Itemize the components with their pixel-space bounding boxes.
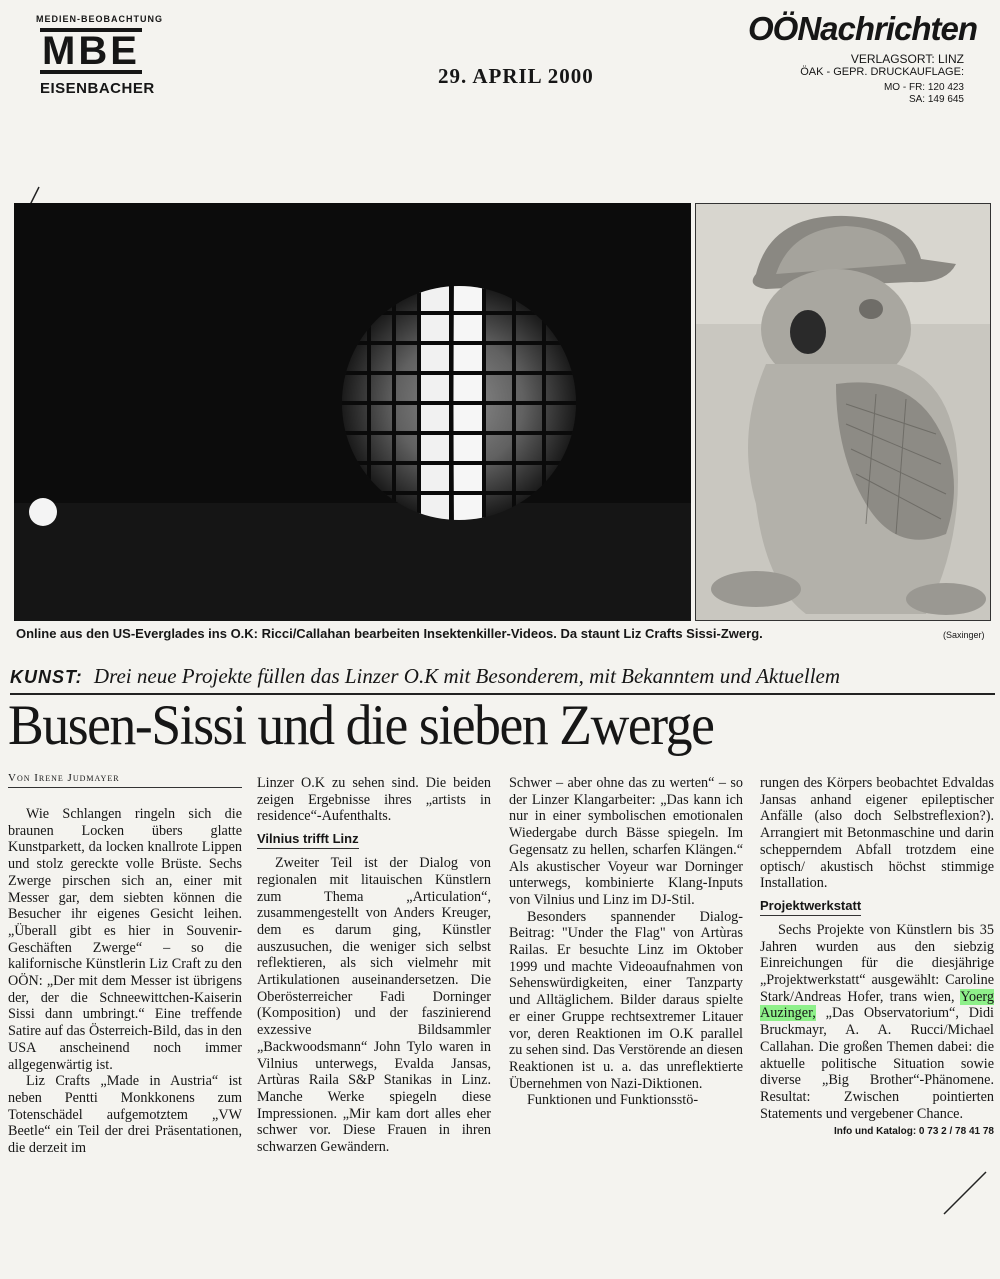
mbe-city: EISENBACHER: [40, 80, 155, 97]
photo-credit: (Saxinger): [943, 630, 985, 640]
photo-video-installation: [14, 203, 691, 621]
paragraph-text: Sechs Projekte von Künstlern bis 35 Jahren wurden aus den siebzig Einreichungen für die diesjährige „Projektwerkstatt“ ausgewählt: Caroline Stark/Andreas Hofer, trans wien,: [760, 921, 994, 1005]
paragraph: Besonders spannender Dialog-Beitrag: "Under the Flag" von Artùras Railas. Er besuchte Linz im Oktober 1999 und machte Videoaufnahmen von Sehenswürdigkeiten, einer Tanzparty und Alltäglichem. Bilder daraus spielte er einer Gruppe rechtsextremer Litauer vor, deren Reaktionen im O.K parallel zu sehen sind. Das Verstörende an diesen Reaktionen ist u. a. das unreflektierte Übernehmen von Nazi-Diktionen.: [509, 908, 743, 1092]
paragraph: Funktionen und Funktionsstö-: [527, 1092, 699, 1109]
circulation-weekday: MO - FR: 120 423: [883, 82, 964, 93]
mbe-logo: MBE: [42, 29, 140, 73]
photo-caption: Online aus den US-Everglades ins O.K: Ricci/Callahan bearbeiten Insektenkiller-Videos. Da staunt Liz Crafts Sissi-Zwerg.: [16, 626, 763, 641]
byline: Von Irene Judmayer: [8, 772, 242, 788]
paragraph: Liz Crafts „Made in Austria“ ist neben Pentti Monkkonens zum Totenschädel aufgemotztem „VW Beetle“ ein Teil der drei Präsentationen, die derzeit im: [8, 1073, 242, 1157]
press-clipping-service-label: MEDIEN-BEOBACHTUNG: [36, 14, 163, 24]
headline: Busen-Sissi und die sieben Zwerge: [8, 694, 714, 757]
highlighted-name: Yoerg Auzinger,: [760, 988, 994, 1022]
paragraph: Schwer – aber ohne das zu werten“ – so der Linzer Klangarbeiter: „Das kann ich nur in einer symbolischen emotionalen Wiedergabe durch Bässe spiegeln. Im Gegensatz zu hellen, scharfen Klängen.“ Als akustischer Voyeur war Dorninger unterwegs, kombinierte Klang-Inputs von Vilnius und Linz im DJ-Stil.: [509, 775, 743, 908]
article-column-2: [257, 775, 491, 1156]
paragraph: rungen des Körpers beobachtet Edvaldas Jansas anhand eigener epileptischer Anfälle (also doch Selbstreflexion?). Arrangiert mit Betonmaschine und darin schepperndem Abfall trotzdem eine optisch/ akustisch höchst stimmige Installation.: [760, 775, 994, 892]
article-column-3: [509, 775, 743, 1109]
paragraph-text: „Das Observatorium“, Didi Bruckmayr, A. A. Rucci/Michael Callahan. Die großen Themen dabei: die aktuelle politische Situation sowie diverse „Big Brother“-Phänomene. Resultat: Zwischen pointierten Statements und vergebener Chance.: [760, 1005, 994, 1122]
kicker-text: Drei neue Projekte füllen das Linzer O.K mit Besonderem, mit Bekanntem und Aktuellem: [93, 664, 841, 688]
paragraph: [760, 922, 994, 1122]
kicker-line: [10, 664, 995, 695]
newspaper-name: OÖNachrichten: [748, 10, 978, 47]
info-phone: Info und Katalog: 0 73 2 / 78 41 78: [833, 1126, 994, 1138]
circulation-saturday: SA: 149 645: [908, 94, 964, 105]
paragraph: Zweiter Teil ist der Dialog von regionalen mit litauischen Künstlern zum Thema „Articulation“, zusammengestellt von Anders Kreuger, dem es darum ging, Künstler auszusuchen, die weniger sich selbst reflektieren, als sich vielmehr mit Artikulationen auseinandersetzen. Die Oberösterreicher Fadi Dorninger (Komposition) und der faszinierend exzessive Bildsammler „Backwoodsmann“ John Tylo waren in Vilnius unterwegs, Evalda Jansas, Artùras Raila S&P Stanikas in Linz. Manche Werke spiegeln diese Impressionen. „Mir kam dort alles eher schwer vor. Diese Frauen in ihren schwarzen Gewändern.: [257, 855, 491, 1156]
subheading: Projektwerkstatt: [760, 898, 861, 916]
circulation-label: ÖAK - GEPR. DRUCKAUFLAGE:: [800, 66, 964, 78]
clipping-date: 29. APRIL 2000: [438, 64, 594, 88]
photo-sissi-dwarf-sculpture: [695, 203, 991, 621]
paragraph: Linzer O.K zu sehen sind. Die beiden zeigen Ergebnisse ihres „artists in residence“-Aufenthalts.: [257, 775, 491, 825]
publication-place: VERLAGSORT: LINZ: [850, 52, 964, 66]
pen-mark-bottom: [940, 1168, 990, 1218]
article-column-1: [8, 806, 242, 1157]
subheading: Vilnius trifft Linz: [257, 831, 359, 849]
paragraph: Wie Schlangen ringeln sich die braunen Locken übers glatte Kunstparkett, da locken knallrote Lippen und stolz gereckte volle Brüste. Sechs Zwerge pirschen sich an, einer mit Messer gar, dem siebten können die Besucher ihr eigenes Gesicht leihen. „Überall gibt es hier in Souvenir-Geschäften Zwerge“ – so die kalifornische Künstlerin Liz Craft zu den OÖN: „Der mit dem Messer ist übrigens der, der die Schneewittchen-Kaiserin Sissi dann umbringt.“ Eine treffende Satire auf das Österreich-Bild, das in den USA anscheinend noch immer allgegenwärtig ist.: [8, 806, 242, 1073]
article-column-4: [760, 775, 994, 1137]
section-label: KUNST:: [10, 667, 83, 687]
